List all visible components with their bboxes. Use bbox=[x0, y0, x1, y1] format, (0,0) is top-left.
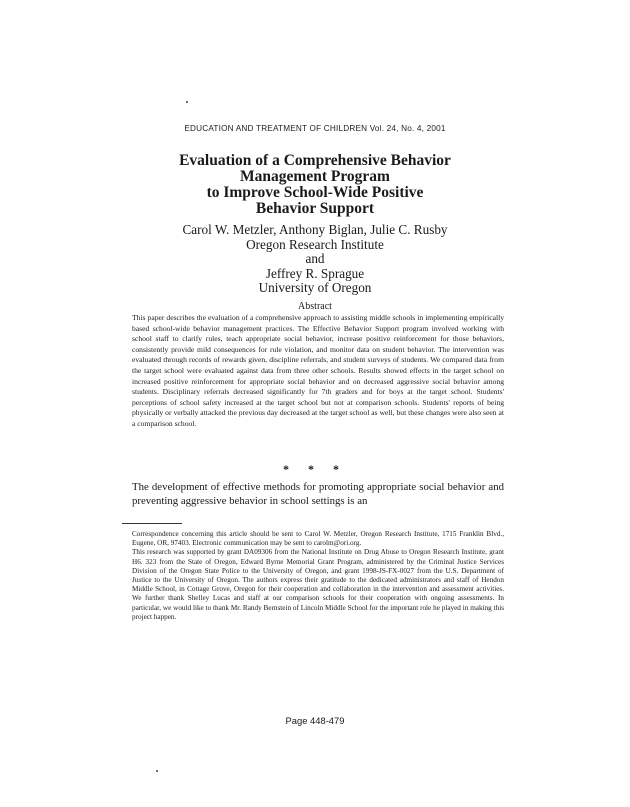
journal-header: EDUCATION AND TREATMENT OF CHILDREN Vol. 24, No. 4, 2001 bbox=[184, 124, 446, 133]
author-conjunction: and bbox=[305, 251, 325, 267]
footnote-correspondence: Correspondence concerning this article should be sent to Carol W. Metzler, Oregon Research Institute, 1715 Franklin Blvd., Eugene, OR, 97403. Electronic communication may be sent to carolm@ori.org. bbox=[132, 530, 504, 548]
abstract-heading: Abstract bbox=[298, 301, 332, 312]
author-names-primary: Carol W. Metzler, Anthony Biglan, Julie C. Rusby bbox=[182, 222, 448, 237]
page-range: Page 448-479 bbox=[285, 715, 345, 726]
footnote-funding: This research was supported by grant DA09306 from the National Institute on Drug Abuse to Oregon Research Institute, grant H6. 323 from the State of Oregon, Edward Byrne Memorial Grant Program, administered by the Criminal Justice Services Division of the Oregon State Police to the University of Oregon, and grant 1998-JS-FX-0027 from the U.S. Department of Justice to the University of Oregon. The authors express their gratitude to the dedicated administrators and staff of Hendon Middle School, in Cottage Grove, Oregon for their cooperation and collaboration in the intervention and assessment activities. We further thank Shelley Lucas and staff at our comparison schools for their cooperation with ongoing assessments. In particular, we would like to thank Mr. Randy Bernstein of Lincoln Middle School for the important role he played in making this project happen. bbox=[132, 548, 504, 621]
abstract-text: This paper describes the evaluation of a comprehensive approach to assisting middle schools in implementing empirically based school-wide behavior management practices. The Effective Behavior Support program involved working with school staff to clarify rules, teach appropriate social behavior, increase positive reinforcement for those behaviors, consistently provide mild consequences for rule violation, and monitor data on student behavior. The intervention was evaluated through records of rewards given, discipline referrals, and student surveys of students. We compared data from the target school were evaluated against data from three other schools. Results showed effects in the target school on increased positive reinforcement for appropriate social behavior and on decreased aggressive social behavior among students. Disciplinary referrals decreased significantly for 7th graders and for boys at the target school. Students' perceptions of school safety increased at the target school but not at comparison schools. Students' reports of being physically or verbally attacked the previous day decreased at the target school as well, but these changes were also seen at a comparison school. bbox=[132, 313, 504, 428]
title-line: Behavior Support bbox=[255, 200, 375, 217]
scan-speck bbox=[186, 101, 188, 103]
author-names-secondary: Jeffrey R. Sprague bbox=[265, 265, 365, 281]
article-title bbox=[0, 153, 630, 217]
title-line: to Improve School-Wide Positive bbox=[206, 184, 424, 201]
author-affiliation-primary: Oregon Research Institute bbox=[246, 236, 384, 252]
title-line: Management Program bbox=[240, 168, 390, 185]
body-paragraph: The development of effective methods for promoting appropriate social behavior and preventing aggressive behavior in school settings is an bbox=[132, 481, 504, 507]
scan-speck bbox=[156, 770, 158, 772]
footnotes bbox=[132, 530, 504, 622]
section-separator: * * * bbox=[283, 462, 347, 476]
title-line: Evaluation of a Comprehensive Behavior bbox=[179, 152, 451, 169]
author-block bbox=[0, 223, 630, 296]
author-affiliation-secondary: University of Oregon bbox=[258, 280, 372, 296]
footnote-rule bbox=[122, 523, 182, 524]
